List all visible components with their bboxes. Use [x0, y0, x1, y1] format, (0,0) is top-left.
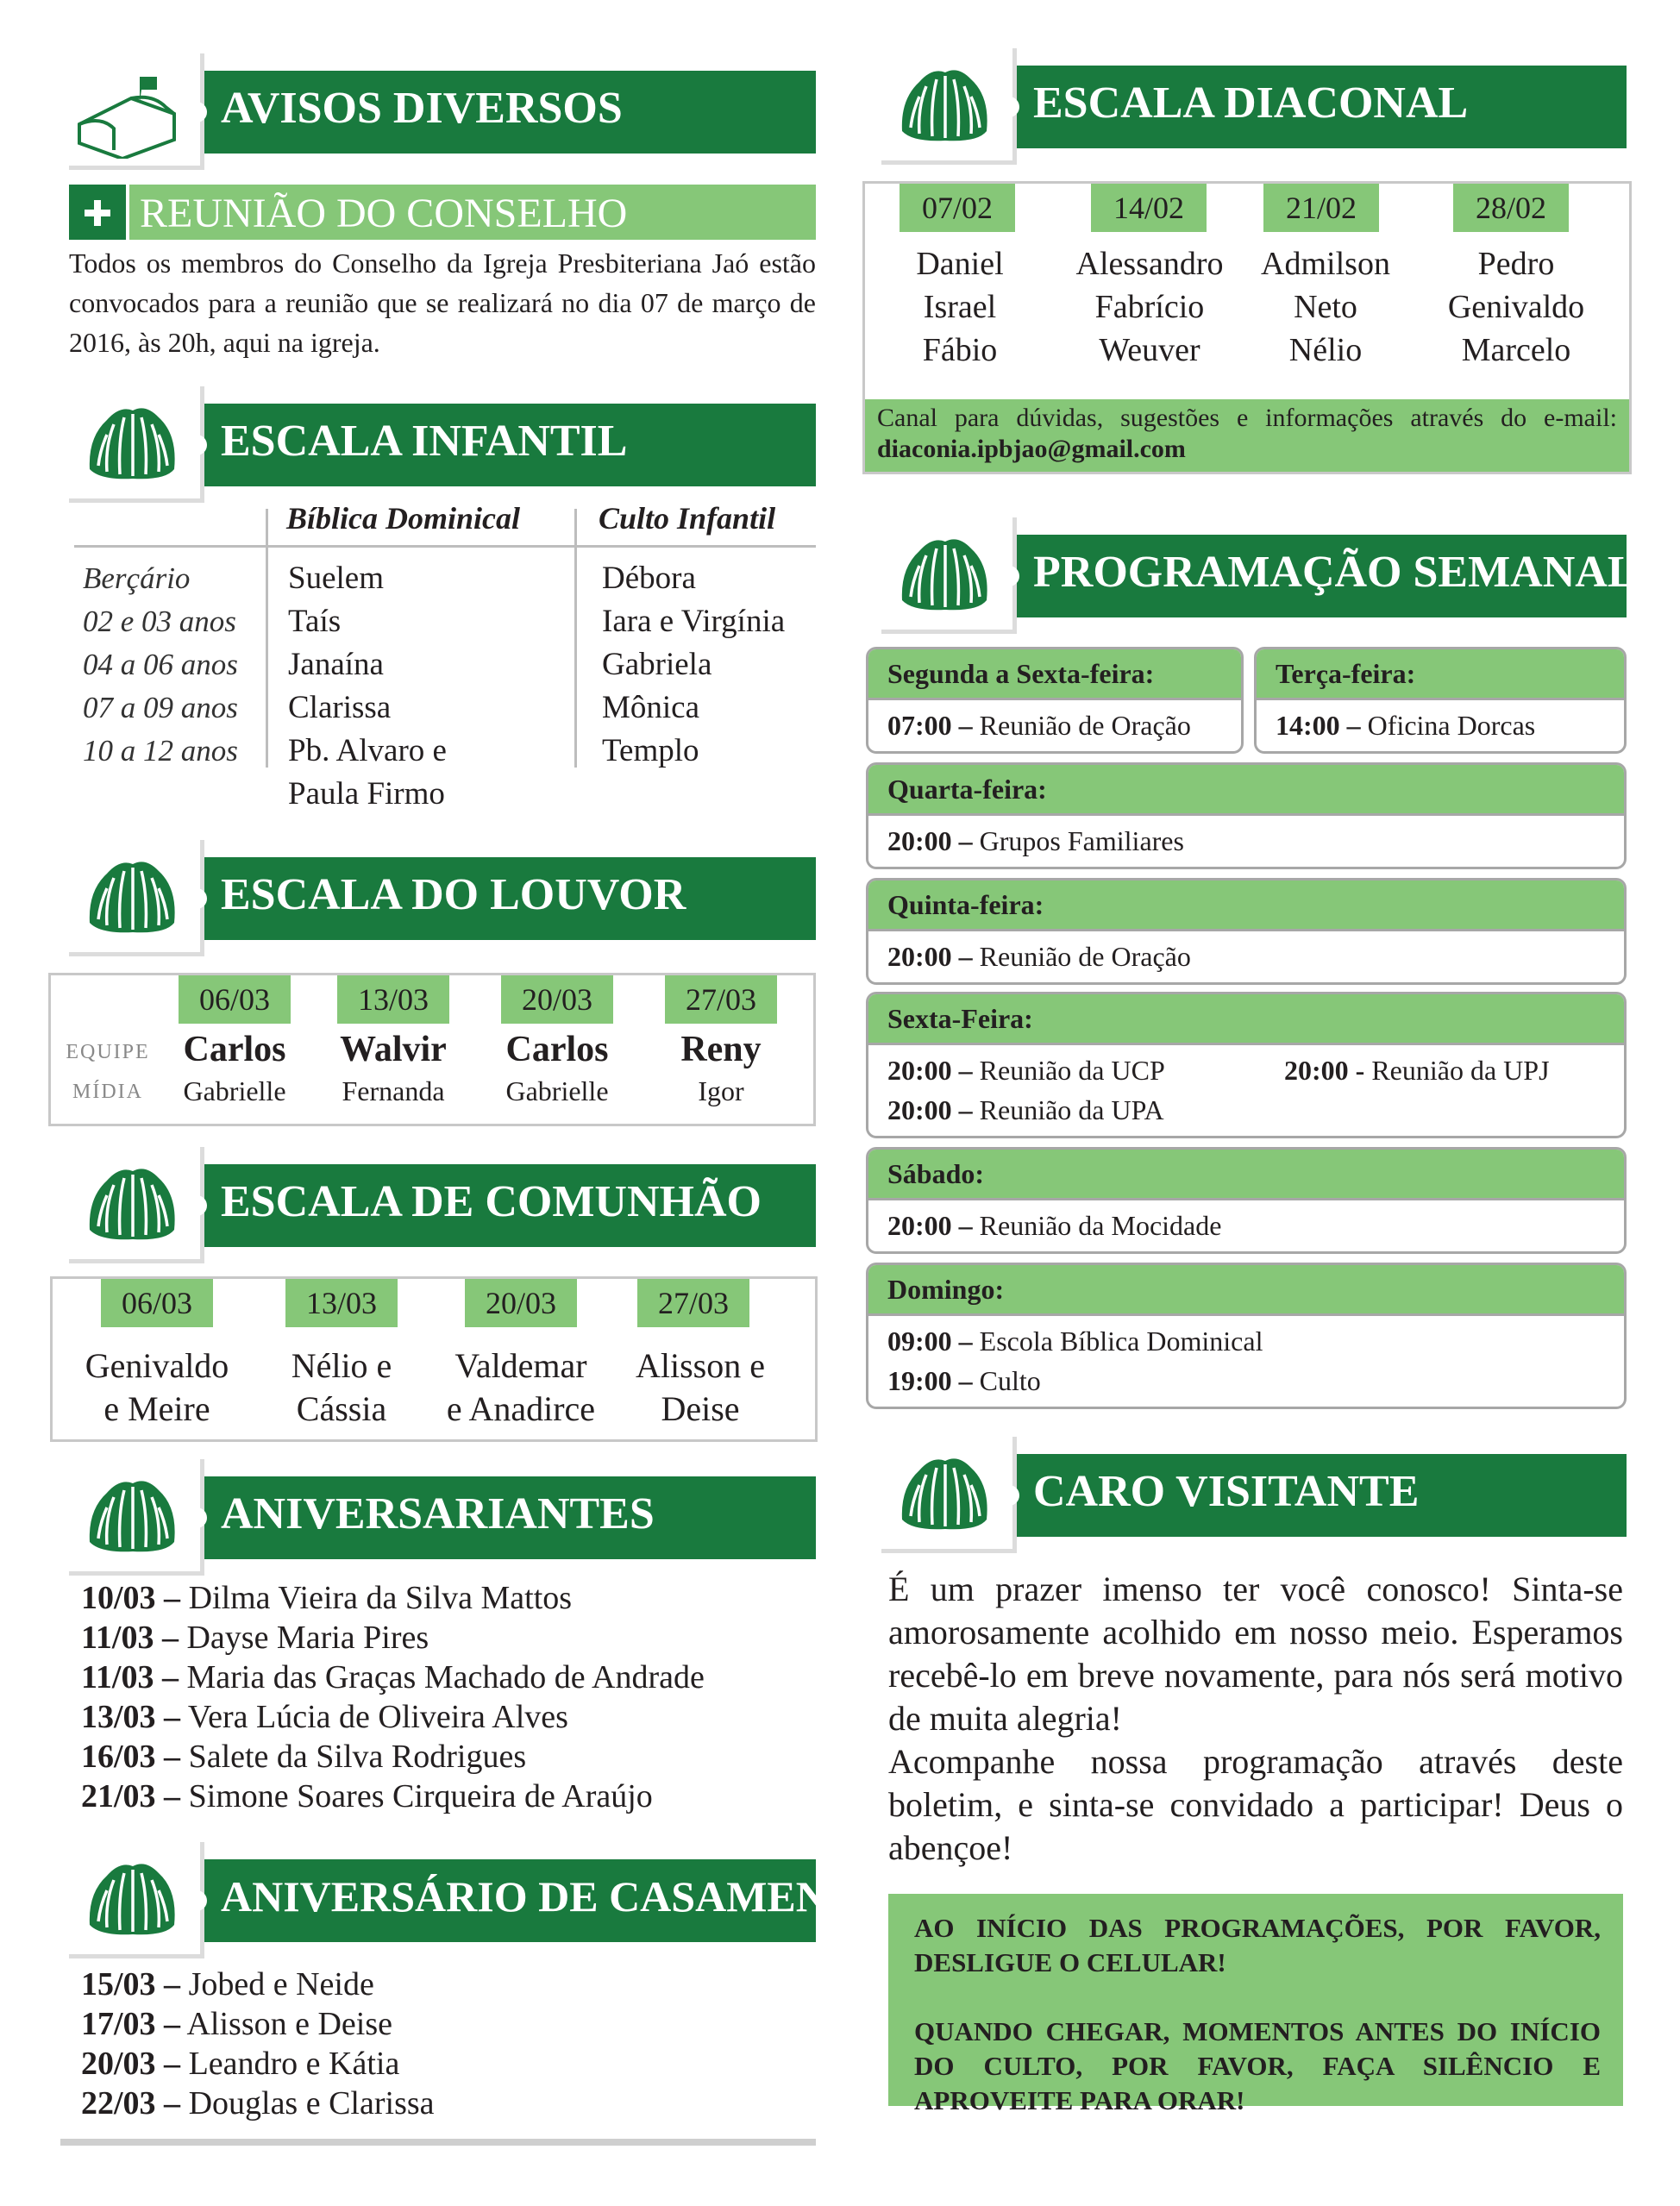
- date-cell: 06/03: [101, 1279, 213, 1327]
- age-row: 04 a 06 anos: [83, 648, 238, 681]
- time: 20:00 –: [887, 825, 973, 856]
- visitante-paragraph: Acompanhe nossa programação através deste boletim, e sinta-se convidado a participar! Deus o abençoe!: [888, 1742, 1623, 1867]
- name-line: Israel: [923, 289, 997, 325]
- comunhao-title: ESCALA DE COMUNHÃO: [221, 1177, 762, 1226]
- day-label: Quarta-feira:: [868, 765, 1624, 816]
- comunhao-table: [50, 1276, 818, 1442]
- infantil-table: [74, 500, 816, 812]
- comunhao-name: [242, 1344, 441, 1431]
- name: Leandro e Kátia: [188, 2046, 400, 2082]
- diaconal-names: [1046, 242, 1253, 372]
- list-item: [81, 1737, 814, 1777]
- list-item: [81, 1578, 814, 1618]
- bush-icon: [69, 840, 204, 956]
- teacher: Templo: [602, 733, 699, 768]
- date: 11/03 –: [81, 1620, 179, 1656]
- day-label: Terça-feira:: [1257, 649, 1624, 700]
- date-cell: 13/03: [285, 1279, 398, 1327]
- infantil-ages: [83, 557, 238, 773]
- age-row: 07 a 09 anos: [83, 691, 238, 724]
- name-line: Genivaldo: [1447, 289, 1585, 325]
- name-line: Fabrício: [1094, 289, 1205, 325]
- diaconal-header: [881, 66, 1627, 148]
- aniversariantes-title: ANIVERSARIANTES: [221, 1489, 655, 1539]
- event: Reunião de Oração: [979, 710, 1191, 741]
- event: Reunião da UCP: [979, 1055, 1165, 1086]
- name-line: Marcelo: [1461, 332, 1571, 368]
- name-line: Cássia: [296, 1389, 387, 1428]
- header-dot: [186, 1195, 207, 1216]
- age-row: Berçário: [83, 561, 191, 595]
- infantil-culto: [602, 557, 785, 773]
- date-cell: 28/02: [1453, 184, 1569, 232]
- date-cell: 13/03: [337, 975, 449, 1024]
- event: Culto: [979, 1365, 1041, 1396]
- name-line: Fábio: [922, 332, 998, 368]
- casamento-title: ANIVERSÁRIO DE CASAMENTO: [221, 1872, 889, 1921]
- name-line: Neto: [1294, 289, 1357, 325]
- header-dot: [186, 102, 207, 122]
- list-item: [81, 1697, 814, 1737]
- list-item: [81, 1777, 814, 1816]
- date: 22/03 –: [81, 2085, 181, 2121]
- time: 20:00 –: [887, 1094, 973, 1125]
- teacher: Suelem: [288, 561, 384, 596]
- header-dot: [999, 97, 1019, 117]
- list-item: [81, 1658, 814, 1697]
- time: 20:00 -: [1284, 1055, 1365, 1086]
- day-label: Domingo:: [868, 1265, 1624, 1316]
- bush-icon: [881, 517, 1017, 634]
- teacher: Pb. Alvaro e: [288, 733, 447, 768]
- time: 20:00 –: [887, 1055, 973, 1086]
- midia-name: Fernanda: [342, 1075, 445, 1106]
- name: Salete da Silva Rodrigues: [188, 1739, 527, 1775]
- list-item: [81, 1965, 814, 2004]
- bush-icon: [881, 1437, 1017, 1553]
- event: Escola Bíblica Dominical: [979, 1325, 1263, 1357]
- reuniao-title: REUNIÃO DO CONSELHO: [140, 191, 628, 236]
- name: Douglas e Clarissa: [188, 2085, 435, 2121]
- canal-box: [865, 399, 1629, 472]
- visitante-header: [881, 1454, 1627, 1537]
- notice-box: [888, 1894, 1623, 2115]
- name-line: Nélio: [1288, 332, 1363, 368]
- name: Alisson e Deise: [186, 2006, 392, 2042]
- day-label: Quinta-feira:: [868, 881, 1624, 931]
- name-line: Valdemar: [454, 1346, 587, 1385]
- name: Jobed e Neide: [188, 1966, 374, 2002]
- comunhao-name: [58, 1344, 256, 1431]
- bush-icon: [69, 1842, 204, 1958]
- date-cell: 21/02: [1263, 184, 1379, 232]
- equipe-name: Carlos: [505, 1030, 609, 1069]
- midia-name: Gabrielle: [505, 1075, 609, 1106]
- date-cell: 20/03: [501, 975, 613, 1024]
- name-line: Nélio e: [291, 1346, 392, 1385]
- mailbox-icon: [69, 53, 204, 170]
- age-row: 10 a 12 anos: [83, 734, 238, 768]
- infantil-biblica: [288, 557, 447, 816]
- list-item: [81, 2084, 814, 2123]
- name-line: Daniel: [916, 246, 1004, 282]
- time: 07:00 –: [887, 710, 973, 741]
- reuniao-text: Todos os membros do Conselho da Igreja Presbiteriana Jaó estão convocados para a reunião que se realizará no dia 07 de março de 2016, às 20h, aqui na igreja.: [69, 248, 816, 358]
- name-line: Pedro: [1477, 246, 1555, 282]
- bush-icon: [881, 48, 1017, 165]
- name-line: Alisson e: [636, 1346, 765, 1385]
- name-line: Genivaldo: [85, 1346, 229, 1385]
- time: 19:00 –: [887, 1365, 973, 1396]
- teacher: Taís: [288, 604, 342, 639]
- equipe-name: Carlos: [183, 1030, 286, 1069]
- louvor-title: ESCALA DO LOUVOR: [221, 870, 686, 919]
- name-line: Deise: [661, 1389, 740, 1428]
- name-line: Weuver: [1099, 332, 1200, 368]
- aniversariantes-list: [81, 1578, 814, 1816]
- date-cell: 27/03: [637, 1279, 749, 1327]
- visitante-title: CARO VISITANTE: [1033, 1467, 1420, 1516]
- reuniao-header: [69, 185, 816, 240]
- name-line: Admilson: [1261, 246, 1390, 282]
- casamento-header: [69, 1859, 889, 1942]
- event: Reunião da UPJ: [1371, 1055, 1550, 1086]
- comunhao-name: [422, 1344, 620, 1431]
- domingo-box: [866, 1263, 1627, 1409]
- midia-name: Gabrielle: [183, 1075, 286, 1106]
- date: 17/03 –: [81, 2006, 181, 2042]
- name: Dilma Vieira da Silva Mattos: [188, 1580, 573, 1616]
- date: 16/03 –: [81, 1739, 181, 1775]
- date-cell: 14/02: [1091, 184, 1207, 232]
- date: 10/03 –: [81, 1580, 181, 1616]
- time: 09:00 –: [887, 1325, 973, 1357]
- event: Reunião de Oração: [979, 941, 1191, 972]
- bush-icon: [69, 1147, 204, 1263]
- bottom-divider: [60, 2139, 816, 2146]
- event: Grupos Familiares: [979, 825, 1184, 856]
- time: 20:00 –: [887, 1210, 973, 1241]
- teacher: Mônica: [602, 690, 700, 725]
- teacher: Clarissa: [288, 690, 392, 725]
- email-link[interactable]: diaconia.ipbjao@gmail.com: [877, 435, 1186, 463]
- teacher: Débora: [602, 561, 696, 596]
- name-line: Alessandro: [1075, 246, 1224, 282]
- diaconal-names: [1417, 242, 1615, 372]
- equipe-label: EQUIPE: [66, 1041, 150, 1063]
- diaconal-names: [1231, 242, 1420, 372]
- equipe-name: Reny: [680, 1030, 762, 1069]
- avisos-title: AVISOS DIVERSOS: [221, 84, 623, 133]
- programacao-title: PROGRAMAÇÃO SEMANAL: [1033, 548, 1638, 597]
- event: Reunião da UPA: [979, 1094, 1164, 1125]
- event: Oficina Dorcas: [1367, 710, 1536, 741]
- teacher: Janaína: [288, 647, 384, 682]
- diaconal-table: [862, 181, 1632, 474]
- name-line: e Meire: [103, 1389, 210, 1428]
- sabado-box: [866, 1147, 1627, 1254]
- day-label: Sexta-Feira:: [868, 994, 1624, 1045]
- teacher: Paula Firmo: [288, 776, 445, 812]
- header-dot: [186, 435, 207, 455]
- date-cell: 20/03: [465, 1279, 577, 1327]
- header-dot: [999, 566, 1019, 586]
- name: Simone Soares Cirqueira de Araújo: [188, 1778, 653, 1814]
- bush-icon: [69, 1459, 204, 1576]
- list-item: [81, 1618, 814, 1658]
- day-label: Segunda a Sexta-feira:: [868, 649, 1241, 700]
- infantil-header: [69, 404, 816, 486]
- quinta-box: [866, 878, 1627, 985]
- date: 21/03 –: [81, 1778, 181, 1814]
- visitante-paragraph: É um prazer imenso ter você conosco! Sinta-se amorosamente acolhido em nosso meio. Esperamos recebê-lo em breve novamente, para nós será motivo de muita alegria!: [888, 1570, 1623, 1738]
- date: 13/03 –: [81, 1699, 181, 1735]
- bush-icon: [69, 386, 204, 503]
- date-cell: 07/02: [900, 184, 1015, 232]
- segunda-box: [866, 647, 1244, 754]
- midia-label: MÍDIA: [72, 1081, 143, 1103]
- header-dot: [186, 1890, 207, 1911]
- day-label: Sábado:: [868, 1150, 1624, 1200]
- sexta-box: [866, 992, 1627, 1138]
- notice-silence: QUANDO CHEGAR, MOMENTOS ANTES DO INÍCIO DO CULTO, POR FAVOR, FAÇA SILÊNCIO E APROVEITE PARA ORAR!: [914, 2016, 1601, 2115]
- time: 20:00 –: [887, 941, 973, 972]
- louvor-table: [48, 973, 816, 1126]
- date: 15/03 –: [81, 1966, 181, 2002]
- event: Reunião da Mocidade: [979, 1210, 1222, 1241]
- casamento-list: [81, 1965, 814, 2123]
- date-cell: 27/03: [665, 975, 777, 1024]
- teacher: Gabriela: [602, 647, 712, 682]
- name: Maria das Graças Machado de Andrade: [186, 1659, 705, 1695]
- list-item: [81, 2044, 814, 2084]
- avisos-header: [69, 71, 816, 154]
- canal-text: Canal para dúvidas, sugestões e informações através do e-mail:: [877, 404, 1617, 432]
- comunhao-name: [601, 1344, 799, 1431]
- plus-icon: [69, 185, 126, 240]
- list-item: [81, 2004, 814, 2044]
- date: 20/03 –: [81, 2046, 181, 2082]
- infantil-title: ESCALA INFANTIL: [221, 417, 628, 466]
- header-dot: [186, 888, 207, 909]
- infantil-col1: Bíblica Dominical: [286, 501, 521, 536]
- name: Vera Lúcia de Oliveira Alves: [187, 1699, 568, 1735]
- comunhao-header: [69, 1164, 816, 1247]
- date: 11/03 –: [81, 1659, 179, 1695]
- infantil-col2: Culto Infantil: [599, 501, 776, 536]
- aniversariantes-header: [69, 1476, 816, 1559]
- header-dot: [999, 1485, 1019, 1506]
- louvor-header: [69, 857, 816, 940]
- name-line: e Anadirce: [446, 1389, 596, 1428]
- time: 14:00 –: [1276, 710, 1361, 741]
- quarta-box: [866, 762, 1627, 869]
- notice-phone: AO INÍCIO DAS PROGRAMAÇÕES, POR FAVOR, DESLIGUE O CELULAR!: [914, 1913, 1601, 1977]
- teacher: Iara e Virgínia: [602, 604, 786, 639]
- diaconal-title: ESCALA DIACONAL: [1033, 78, 1469, 128]
- equipe-name: Walvir: [340, 1030, 447, 1069]
- terca-box: [1254, 647, 1627, 754]
- diaconal-names: [865, 242, 1055, 372]
- midia-name: Igor: [698, 1075, 744, 1106]
- age-row: 02 e 03 anos: [83, 605, 236, 638]
- visitante-text: [888, 1568, 1623, 1870]
- header-dot: [186, 1507, 207, 1528]
- date-cell: 06/03: [179, 975, 291, 1024]
- programacao-header: [881, 535, 1638, 617]
- name: Dayse Maria Pires: [186, 1620, 429, 1656]
